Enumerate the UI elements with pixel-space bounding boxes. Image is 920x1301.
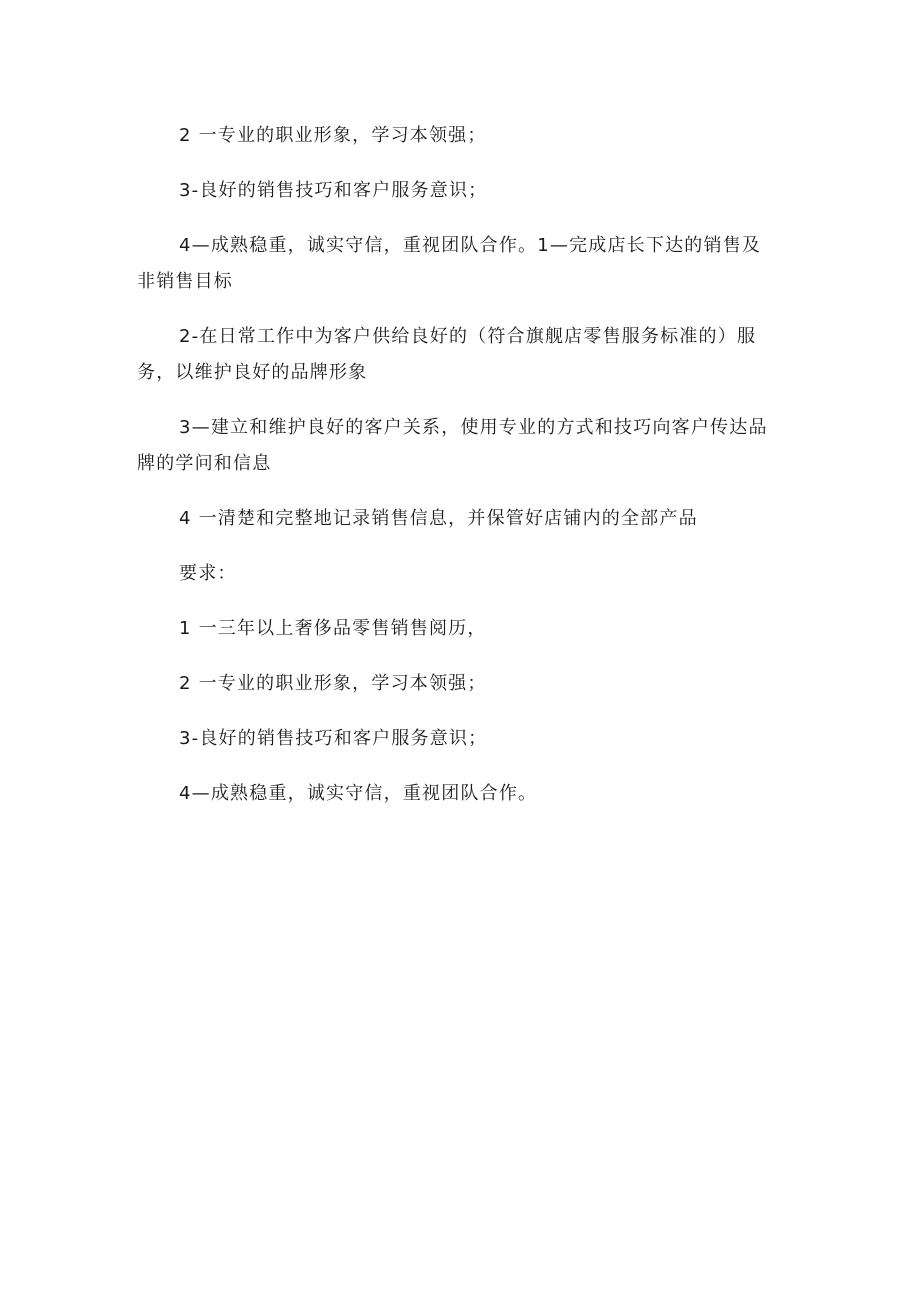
- paragraph-5: 3—建立和维护良好的客户关系，使用专业的方式和技巧向客户传达品牌的学问和信息: [137, 417, 768, 474]
- document-body: [137, 118, 777, 831]
- requirement-1: 1 一三年以上奢侈品零售销售阅历，: [179, 618, 487, 639]
- paragraph-1: 2 一专业的职业形象，学习本领强；: [179, 125, 487, 146]
- requirements-heading: 要求：: [179, 563, 237, 584]
- requirement-3: 3-良好的销售技巧和客户服务意识；: [179, 728, 488, 749]
- paragraph-4: 2-在日常工作中为客户供给良好的（符合旗舰店零售服务标准的）服务，以维护良好的品牌形象: [137, 326, 757, 383]
- requirement-4: 4—成熟稳重，诚实守信，重视团队合作。: [179, 783, 538, 804]
- paragraph-3: 4—成熟稳重，诚实守信，重视团队合作。1—完成店长下达的销售及非销售目标: [137, 235, 762, 292]
- paragraph-2: 3-良好的销售技巧和客户服务意识；: [179, 180, 488, 201]
- requirement-2: 2 一专业的职业形象，学习本领强；: [179, 673, 487, 694]
- paragraph-6: 4 一清楚和完整地记录销售信息，并保管好店铺内的全部产品: [179, 508, 698, 529]
